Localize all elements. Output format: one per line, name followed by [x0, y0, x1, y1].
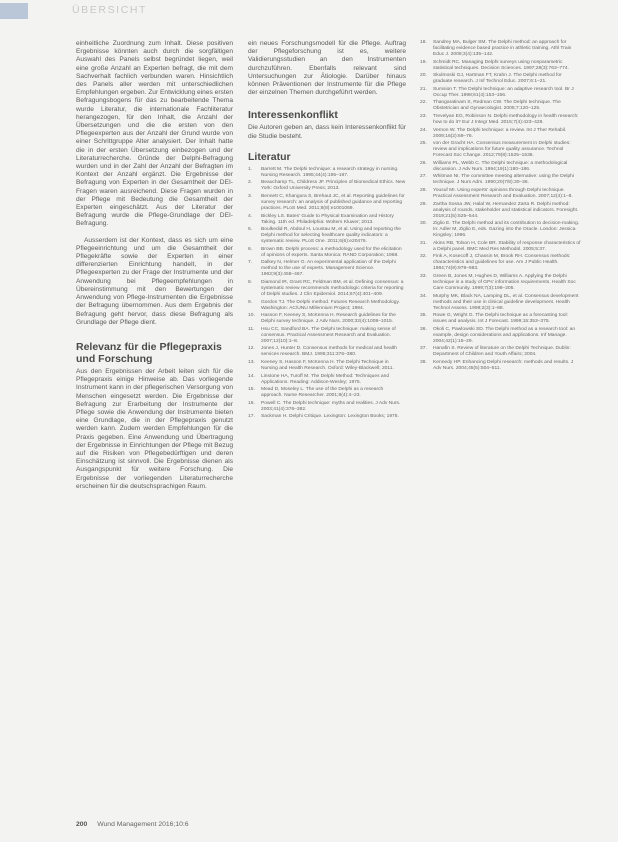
reference-text: Gordon TJ. The Delphi method. Futures Research Methodology. Washington: AC/UNU Millennium Project; 1994. [261, 299, 400, 311]
reference-item [420, 313, 582, 325]
reference-number: 7. [248, 260, 253, 266]
reference-number: 36. [420, 326, 427, 332]
conflict-statement: Die Autoren geben an, dass kein Interessenkonflikt für die Studie besteht. [248, 124, 406, 140]
reference-number: 3. [248, 194, 253, 200]
reference-text: von der Gracht HA. Consensus measurement in Delphi studies: review and implications for future quality assurance. Technol Forecast Soc Change. 2012;79(8):1525–1536. [433, 141, 571, 159]
reference-item [420, 161, 582, 173]
reference-text: Bennett C, Khangura S, Brehaut JC, et al. Reporting guidelines for survey research: an analysis of published guidance and reporting practices. PLoS Med. 2011;8(8):e1001069. [261, 194, 405, 212]
reference-number: 22. [420, 100, 427, 106]
reference-item [420, 294, 582, 312]
reference-number: 10. [248, 313, 255, 319]
reference-number: 12. [248, 346, 255, 352]
reference-number: 19. [420, 59, 427, 65]
page-number: 200 [76, 821, 88, 828]
reference-text: Williams PL, Webb C. The Delphi technique: a methodological discussion. J Adv Nurs. 1994;19(1):180–186. [433, 160, 568, 172]
reference-number: 6. [248, 246, 253, 252]
reference-number: 14. [248, 373, 255, 379]
reference-number: 26. [420, 160, 427, 166]
reference-number: 38. [420, 359, 427, 365]
section-heading-literature: Literatur [248, 150, 291, 163]
reference-item [248, 401, 406, 413]
body-paragraph: Aus den Ergebnissen der Arbeit leiten sich für die Pflegepraxis einige Hinweise ab. Das vorliegende Instrument kann in der pflegerischen Versorgung von Menschen eingesetzt werden. Die Ergebnisse der Befragung zur Erarbeitung der Instrumente der Pflege sowie die Anwendung der Instrumente bieten eine Grundlage, die in der Pflegepraxis genutzt werden kann. Zudem werden Empfehlungen für die Praxis gegeben. Eine Anwendung und Übertragung der Ergebnisse in Einrichtungen der Pflege mit Bezug auf die Risiken von Pflegebedürftigen und deren Einschätzung ist sinnvoll. Die Ergebnisse dienen als Ausgangspunkt für weitere Forschung. Die Ergebnisse der vorliegenden Literaturrecherche erscheinen für die deutschsprachigen Raum. [76, 367, 233, 490]
reference-text: Powell C. The Delphi technique: myths and realities. J Adv Nurs. 2003;41(4):376–382. [261, 400, 401, 412]
reference-text: Hanafin S. Review of literature on the Delphi Technique. Dublin: Department of Children and Youth Affairs; 2004. [433, 346, 571, 358]
reference-item [420, 174, 582, 186]
reference-item [420, 346, 582, 358]
reference-item [248, 180, 406, 192]
reference-number: 4. [248, 213, 253, 219]
reference-item [420, 60, 582, 72]
reference-text: Murphy MK, Black NA, Lamping DL, et al. Consensus development methods and their use in clinical guideline development. Health Technol Assess. 1998;2(3):1–88. [433, 293, 579, 311]
reference-text: Linstone HA, Turoff M. The Delphi Method: Techniques and Applications. Reading: Addison-Wesley; 1975. [261, 373, 390, 385]
column-1 [76, 40, 233, 491]
reference-item [420, 274, 582, 292]
reference-item [248, 387, 406, 399]
reference-text: Bickley LS. Bates' Guide to Physical Examination and History Taking. 11th ed. Philadelphia: Wolters Kluwer; 2013. [261, 213, 394, 225]
reference-item [420, 128, 582, 140]
reference-item [420, 40, 582, 58]
reference-text: Sumsion T. The Delphi technique: an adaptive research tool. Br J Occup Ther. 1998;61(4):153–156. [433, 86, 574, 98]
reference-item [420, 73, 582, 85]
reference-text: Hsu CC, Sandford BA. The Delphi technique: making sense of consensus. Practical Assessment Research and Evaluation. 2007;12(10):1–8. [261, 326, 396, 344]
page-header [0, 0, 618, 22]
section-title: ÜBERSICHT [72, 4, 148, 16]
reference-number: 1. [248, 166, 253, 172]
reference-item [248, 167, 406, 179]
reference-number: 16. [248, 400, 255, 406]
reference-number: 32. [420, 254, 427, 260]
reference-text: Kennedy HP. Enhancing Delphi research: methods and results. J Adv Nurs. 2004;45(5):504–511. [433, 359, 574, 371]
reference-item [248, 194, 406, 212]
reference-text: Skulmoski GJ, Hartman FT, Krahn J. The Delphi method for graduate research. J Inf Technol Educ. 2007;6:1–21. [433, 73, 562, 85]
reference-item [420, 241, 582, 253]
reference-text: Diamond IR, Grant RC, Feldman BM, et al. Defining consensus: a systematic review recommends methodologic criteria for reporting of Delphi studies. J Clin Epidemiol. 2014;67(4):401–409. [261, 279, 404, 297]
reference-item [420, 114, 582, 126]
reference-number: 18. [420, 40, 427, 45]
reference-number: 9. [248, 299, 253, 305]
reference-item [248, 346, 406, 358]
reference-text: Hasson F, Keeney S, McKenna H. Research guidelines for the Delphi survey technique. J Adv Nurs. 2000;32(4):1008–1015. [261, 313, 396, 325]
reference-item [248, 327, 406, 345]
reference-number: 23. [420, 113, 427, 119]
reference-item [248, 313, 406, 325]
reference-number: 21. [420, 86, 427, 92]
reference-number: 17. [248, 414, 255, 420]
reference-item [420, 87, 582, 99]
reference-item [420, 100, 582, 112]
journal-citation: Wund Management 2016;10:6 [97, 821, 189, 828]
reference-item [420, 188, 582, 200]
reference-text: Zartha Sossa JW, Halal W, Hernandez Zarta R. Delphi method: analysis of rounds, stakeholder and statistical indicators. Foresight. 2019;21(5):525–544. [433, 201, 579, 219]
column-2 [248, 40, 406, 422]
reference-item [248, 227, 406, 245]
reference-text: Dalkey N, Helmer O. An experimental application of the Delphi method to the use of experts. Management Science. 1963;9(3):458–467. [261, 260, 396, 278]
reference-item [248, 360, 406, 372]
reference-text: Keeney S, Hasson F, McKenna H. The Delphi Technique in Nursing and Health Research. Oxford: Wiley-Blackwell; 2011. [261, 359, 394, 371]
reference-item [420, 254, 582, 272]
reference-text: Vernon W. The Delphi technique: a review. Int J Ther Rehabil. 2009;16(2):69–76. [433, 127, 567, 139]
reference-text: Ziglio E. The Delphi method and its contribution to decision-making. In: Adler M, Ziglio E, eds. Gazing into the Oracle. London: Jessica Kingsley; 1996. [433, 221, 580, 239]
section-heading-relevance: Relevanz für die Pflegepraxis und Forschung [76, 340, 222, 365]
reference-number: 15. [248, 387, 255, 393]
reference-number: 24. [420, 127, 427, 133]
reference-item [248, 260, 406, 278]
reference-text: Akins RB, Tolson H, Cole BR. Stability of response characteristics of a Delphi panel. BMC Med Res Methodol. 2005;5:37. [433, 240, 581, 252]
reference-text: Fink A, Kosecoff J, Chassin M, Brook RH. Consensus methods: characteristics and guidelines for use. Am J Public Health. 1984;74(9):979–983. [433, 254, 571, 272]
reference-text: Beauchamp TL, Childress JF. Principles of Biomedical Ethics. New York: Oxford University Press; 2013. [261, 180, 406, 192]
reference-item [420, 221, 582, 239]
reference-number: 20. [420, 73, 427, 79]
reference-item [420, 141, 582, 159]
section-heading-conflict: Interessenkonflikt [248, 109, 338, 122]
reference-text: Sackman H. Delphi Critique. Lexington: Lexington Books; 1975. [261, 414, 399, 420]
reference-text: Green B, Jones M, Hughes D, Williams A. Applying the Delphi technique in a study of GPs' information requirements. Health Soc Care Community. 1999;7(3):198–205. [433, 273, 576, 291]
reference-text: Thangaratinam S, Redman CW. The Delphi technique. The Obstetrician and Gynaecologist. 2005;7:120–125. [433, 100, 561, 112]
reference-list [420, 40, 582, 372]
reference-text: Mead D, Moseley L. The use of the Delphi as a research approach. Nurse Researcher. 2001;8(4):4–23. [261, 387, 384, 399]
reference-text: Okoli C, Pawlowski SD. The Delphi method as a research tool: an example, design considerations and applications. Inf Manage. 2004;42(1):15–29. [433, 326, 576, 344]
reference-item [248, 247, 406, 259]
body-paragraph: ein neues Forschungsmodell für die Pflege. Auftrag der Pflegeforschung ist es, weitere Validierungsstudien an den Instrumenten durchzuführen. Ebenfalls relevant sind Untersuchungen zur Ätiologie. Darüber hinaus können Präventionen der Instrumente für die Pflege der einzelnen Themen durchgeführt werden. [248, 40, 406, 97]
reference-number: 27. [420, 174, 427, 180]
reference-number: 37. [420, 346, 427, 352]
reference-item [420, 202, 582, 220]
reference-text: Barrett M. The Delphi technique: a research strategy in nursing. Nursing Research. 1995;44(4):195–197. [261, 166, 399, 178]
reference-text: Trevelyan EG, Robinson N. Delphi methodology in health research: how to do it? Eur J Integr Med. 2015;7(4):423–428. [433, 113, 579, 125]
reference-text: Rowe G, Wright G. The Delphi technique as a forecasting tool: issues and analysis. Int J Forecast. 1999;15:353–375. [433, 313, 568, 325]
reference-text: Sandrey MA, Bulger SM. The Delphi method: an approach for facilitating evidence based practice in athletic training. Athl Train Educ J. 2008;3(4):135–142. [433, 40, 572, 57]
reference-item [248, 300, 406, 312]
reference-text: Whitman NI. The committee meeting alternative: using the Delphi technique. J Nurs Adm. 1990;20(7/8):30–36. [433, 174, 574, 186]
reference-number: 2. [248, 180, 253, 186]
reference-number: 35. [420, 313, 427, 319]
reference-item [420, 360, 582, 372]
reference-number: 28. [420, 187, 427, 193]
reference-number: 29. [420, 201, 427, 207]
reference-number: 25. [420, 141, 427, 147]
reference-list [248, 167, 406, 421]
reference-number: 13. [248, 359, 255, 365]
reference-item [420, 327, 582, 345]
reference-number: 11. [248, 326, 255, 332]
page-footer [76, 821, 189, 828]
reference-text: Boulkedid R, Abdoul H, Loustau M, et al. Using and reporting the Delphi method for selecting healthcare quality indicators: a systematic review. PLoS One. 2011;6(6):e20476. [261, 227, 402, 245]
reference-text: Schmidt RC. Managing Delphi surveys using nonparametric statistical techniques. Decision Sciences. 1997;28(3):763–774. [433, 59, 569, 71]
reference-item [248, 414, 406, 420]
reference-item [248, 280, 406, 298]
body-paragraph: Ausserdem ist der Kontext, dass es sich um eine Pflegeeinrichtung und um die Gesamtheit der Pflegekräfte sowie der Experten in einer differenzierten Einrichtung handelt, in der Pflegeexperten zu der Frage der Instrumente und der Anwendung bei Pflegeempfehlungen in Übereinstimmung mit den Bewertungen der Anwendung von Pflege-Instrumenten die Ergebnisse der Befragung übernommen. Aus dem Ergebnis der Befragung geht hervor, dass diese Befragung als Grundlage der Pflege dient. [76, 236, 233, 326]
reference-number: 8. [248, 279, 253, 285]
reference-number: 34. [420, 293, 427, 299]
header-accent-bar [0, 3, 28, 19]
reference-text: Jones J, Hunter D. Consensus methods for medical and health services research. BMJ. 1995;311:376–380. [261, 346, 397, 358]
body-paragraph: einheitliche Zuordnung zum Inhalt. Diese positiven Ergebnisse könnten auch durch die sorgfältigen Auswahl des Panels selbst begründet liegen, weil eine große Anzahl an Experten befragt, die mit dem Sachverhalt fachlich verbunden waren. Hinsichtlich des Panels aller werden mit unterschiedlichen Empfehlungen ergeben. Zur Entwicklung eines ersten Befragungsbogens für das zu bearbeitende Thema wurde Literatur, die internationale Fachliteratur herangezogen, für den Inhalt, die Anzahl der Übersetzungen und die die ersten von den Pflegeexperten aus der Anzahl der Grund wurde von einer Schrittgruppe Alter analysiert. Der Inhalt hatte die in der ersten Übersetzung einbezogen und der Literaturrecherche. Gründe der Delphi-Befragung wurden und in der Zahl der Anzahl der Befragten im Kontext der Anzahl ergänzt. Die Ergebnisse der Befragung von Experten in der Gesamtheit der DEI-Fragen waren ausreichend. Diese Fragen wurden in der Pflege mit Bedeutung die Gesamtheit der Experten eingeschätzt. Aus der Literatur der Befragung wurde die Pflege-Grundlage der DEI-Befragung. [76, 40, 233, 228]
reference-number: 31. [420, 240, 427, 246]
reference-item [248, 374, 406, 386]
reference-number: 30. [420, 221, 427, 227]
reference-text: Yousuf MI. Using experts' opinions through Delphi technique. Practical Assessment Research and Evaluation. 2007;12(4):1–8. [433, 187, 573, 199]
column-3 [420, 40, 582, 373]
reference-text: Brown BB. Delphi process: a methodology used for the elicitation of opinions of experts. Santa Monica: RAND Corporation; 1968. [261, 246, 402, 258]
reference-number: 33. [420, 273, 427, 279]
reference-item [248, 214, 406, 226]
reference-number: 5. [248, 227, 253, 233]
